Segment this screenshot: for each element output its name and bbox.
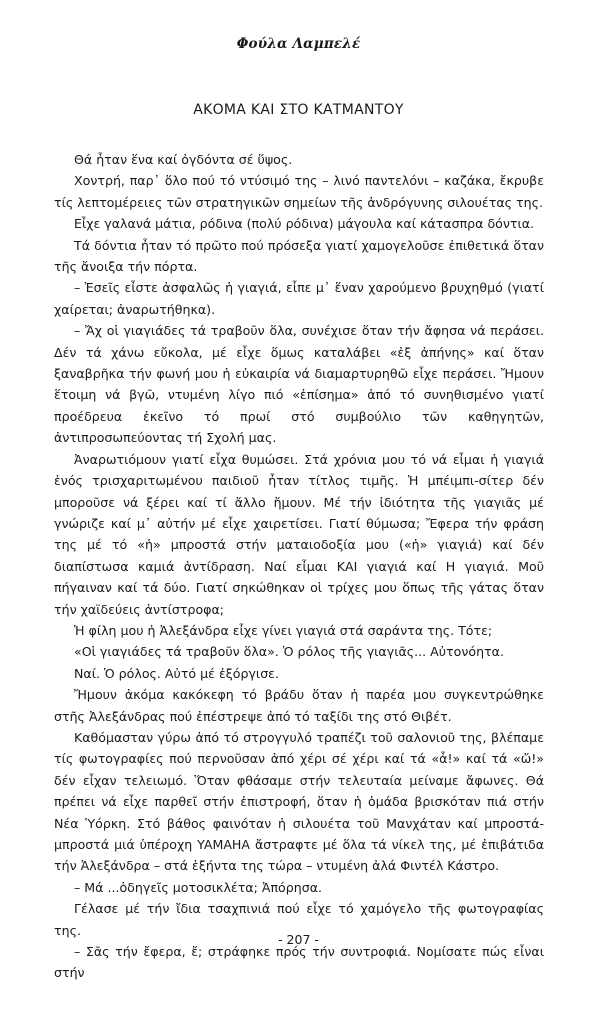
paragraph: – Σᾶς τήν ἔφερα, ἔ; στράφηκε πρός τήν συντροφιά. Νομίσατε πώς εἶναι στήν xyxy=(54,944,544,981)
paragraph: Καθόμασταν γύρω ἀπό τό στρογγυλό τραπέζι τοῦ σαλονιοῦ της, βλέπαμε τίς φωτογραφίες πού περνοῦσαν ἀπό χέρι σέ χέρι καί τά «ἆ!» καί τά «ὤ!» δέν εἶχαν τελειωμό. Ὅταν φθάσαμε στήν τελευταία μείναμε ἄφωνες. Θά πρέπει νά εἶχε παρθεῖ στήν ἐπιστροφή, ὅταν ἡ ὁμάδα βρισκόταν πιά στήν Νέα Ὑόρκη. Στό βάθος φαινόταν ἡ σιλουέτα τοῦ Μανχάταν καί μπροστά-μπροστά μιά ὑπέροχη YAMAHA ἄστραφτε μέ ὅλα τά νίκελ της, μέ ἐπιβάτιδα τήν Ἀλεξάνδρα – στά ἑξήντα της τώρα – ντυμένη ἀλά Φιντέλ Κάστρο. xyxy=(54,729,544,874)
paragraph: Ναί. Ὁ ρόλος. Αὐτό μέ ἐξόργισε. xyxy=(74,665,279,681)
paragraph: Ἤμουν ἀκόμα κακόκεφη τό βράδυ ὅταν ἡ παρέα μου συγκεντρώθηκε στῆς Ἀλεξάνδρας πού ἐπέστρεψε ἀπό τό ταξίδι της στό Θιβέτ. xyxy=(54,687,544,724)
paragraph: – Μά ...ὁδηγεῖς μοτοσικλέτα; Ἀπόρησα. xyxy=(74,879,323,895)
paragraph: Τά δόντια ἦταν τό πρῶτο πού πρόσεξα γιατί χαμογελοῦσε ἐπιθετικά ὅταν τῆς ἄνοιξα τήν πόρτα. xyxy=(54,237,544,275)
page-number: - 207 - xyxy=(278,932,319,947)
paragraph: Ἀναρωτιόμουν γιατί εἶχα θυμώσει. Στά χρόνια μου τό νά εἶμαι ἡ γιαγιά ἑνός τρισχαριτωμένου παιδιοῦ ἦταν τίτλος τιμῆς. Ἡ μπέιμπι-σίτερ δέν μποροῦσε νά ξέρει καί τί ἄλλο ἤμουν. Μέ τήν ἰδιότητα τῆς γιαγιᾶς μέ γνώριζε καί μ᾽ αὐτήν μέ εἶχε χαιρετίσει. Γιατί θύμωσα; Ἔφερα τήν φράση της μέ τό «ἡ» μπροστά στήν ματαιοδοξία μου («ἡ» γιαγιά) καί δέν διαπίστωσα καμιά ἀντίδραση. Ναί εἶμαι ΚΑΙ γιαγιά καί Η γιαγιά. Μοῦ πήγαιναν καί τά δύο. Γιατί σηκώθηκαν οἱ τρίχες μου ὅπως τῆς γάτας ὅταν τήν χαϊδεύεις ἀντίστροφα; xyxy=(54,451,544,617)
paragraph: Θά ἦταν ἕνα καί ὀγδόντα σέ ὕψος. xyxy=(74,152,293,167)
paragraph: Εἶχε γαλανά μάτια, ρόδινα (πολύ ρόδινα) μάγουλα καί κάτασπρα δόντια. xyxy=(74,216,535,232)
body-text xyxy=(54,149,544,984)
paragraph: – Ἐσεῖς εἶστε ἀσφαλῶς ἡ γιαγιά, εἶπε μ᾽ ἕναν χαρούμενο βρυχηθμό (γιατί χαίρεται; ἀναρωτήθηκα). xyxy=(54,280,544,317)
running-head-author: Φούλα Λαμπελέ xyxy=(236,36,361,52)
paragraph: Γέλασε μέ τήν ἴδια τσαχπινιά πού εἶχε τό χαμόγελο τῆς φωτογραφίας της. xyxy=(54,901,544,938)
paragraph: Χοντρή, παρ᾽ ὅλο πού τό ντύσιμό της – λινό παντελόνι – καζάκα, ἔκρυβε τίς λεπτομέρειες τῶν στρατηγικῶν σημείων τῆς ἀνδρόγυνης σιλουέτας της. xyxy=(54,173,544,210)
paragraph: «Οἱ γιαγιάδες τά τραβοῦν ὅλα». Ὁ ρόλος τῆς γιαγιᾶς... Αὐτονόητα. xyxy=(74,644,504,660)
paragraph: Ἡ φίλη μου ἡ Ἀλεξάνδρα εἶχε γίνει γιαγιά στά σαράντα της. Τότε; xyxy=(74,622,493,638)
paragraph: – Ἄχ οἱ γιαγιάδες τά τραβοῦν ὅλα, συνέχισε ὅταν τήν ἄφησα νά περάσει. Δέν τά χάνω εὔκολα, μέ εἶχε ὅμως καταλάβει «ἐξ ἀπήνης» καί ὅταν ξαναβρῆκα τήν φωνή μου ἡ εὐκαιρία νά διαμαρτυρηθῶ εἶχε περάσει. Ἤμουν ἕτοιμη νά βγῶ, ντυμένη λίγο πιό «ἐπίσημα» ἀπό τό συνηθισμένο γιατί προέδρευα ἐκεῖνο τό πρωί στό συμβούλιο τῶν καθηγητῶν, ἀντιπροσωπεύοντας τή Σχολή μας. xyxy=(54,323,544,446)
story-title: ΑΚΟΜΑ ΚΑΙ ΣΤΟ ΚΑΤΜΑΝΤΟΥ xyxy=(193,102,404,118)
